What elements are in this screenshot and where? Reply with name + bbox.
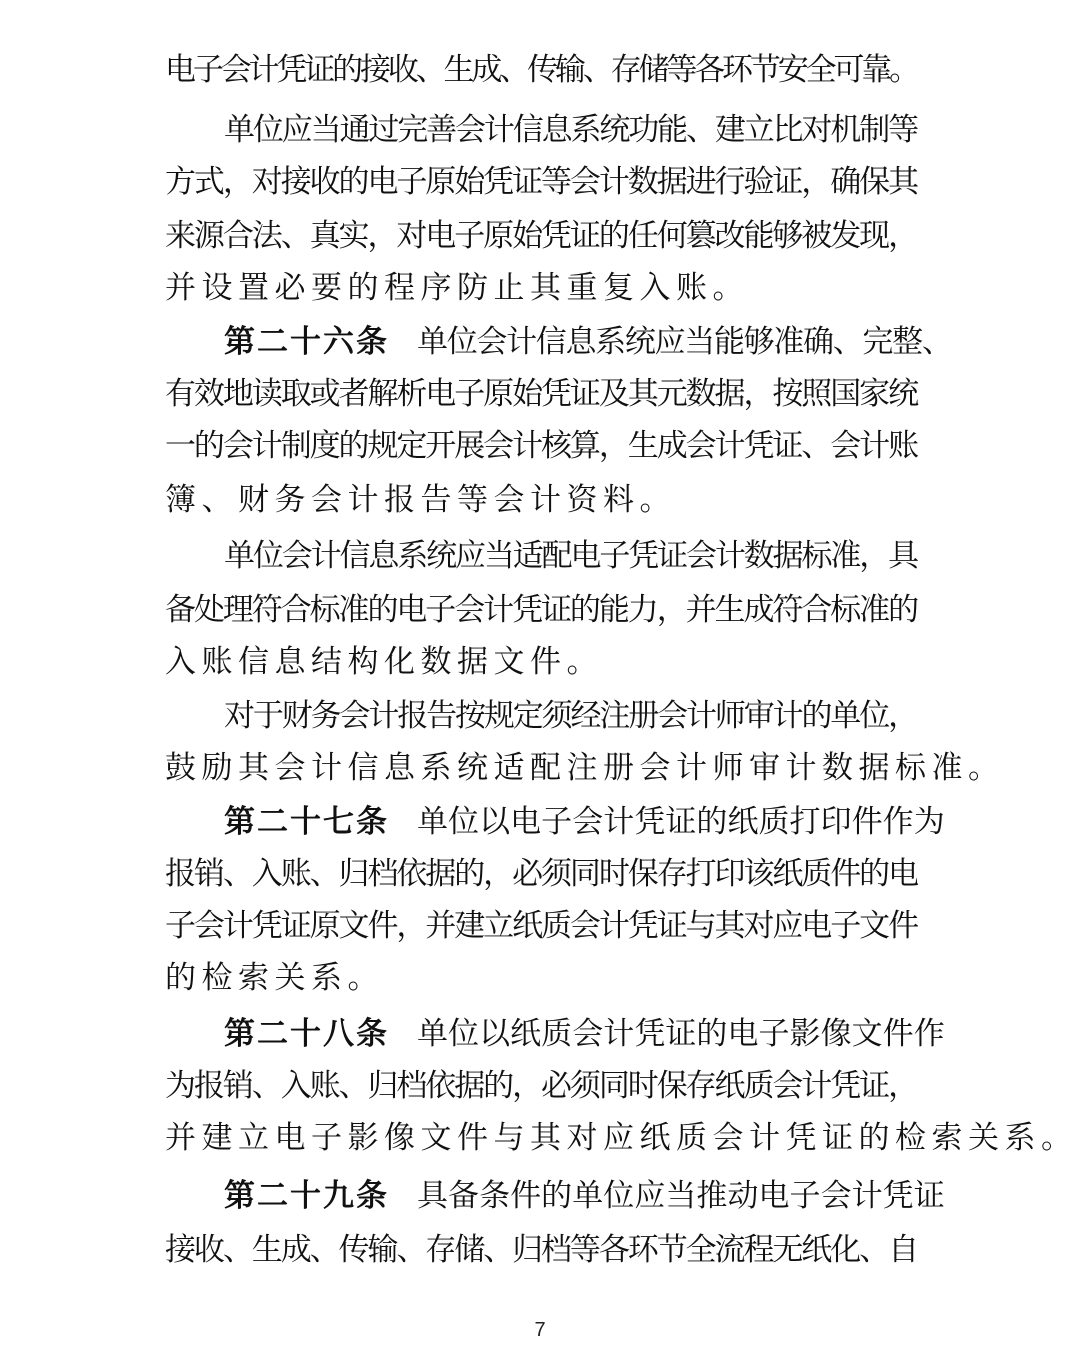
line-text: 方式，对接收的电子原始凭证等会计数据进行验证，确保其 <box>165 164 917 200</box>
text-line <box>165 952 917 1004</box>
text-line <box>165 420 917 472</box>
line-text: 单位会计信息系统应当适配电子凭证会计数据标准，具 <box>224 538 917 574</box>
text-line <box>165 584 917 636</box>
text-line <box>165 1112 1078 1164</box>
text-line <box>165 742 1005 794</box>
line-text: 有效地读取或者解析电子原始凭证及其元数据，按照国家统 <box>165 376 917 412</box>
text-line <box>224 1008 945 1060</box>
line-text: 接收、生成、传输、存储、归档等各环节全流程无纸化、自 <box>165 1232 917 1268</box>
text-line <box>165 900 917 952</box>
text-line <box>165 368 917 420</box>
line-text: 单位以电子会计凭证的纸质打印件作为 <box>417 804 945 840</box>
article-number: 第二十八条 <box>224 1016 389 1052</box>
line-text: 具备条件的单位应当推动电子会计凭证 <box>417 1178 945 1214</box>
line-text: 报销、入账、归档依据的，必须同时保存打印该纸质件的电 <box>165 856 917 892</box>
text-line <box>224 796 945 848</box>
line-text: 一的会计制度的规定开展会计核算，生成会计凭证、会计账 <box>165 428 917 464</box>
article-number: 第二十九条 <box>224 1178 389 1214</box>
line-text: 来源合法、真实，对电子原始凭证的任何篡改能够被发现， <box>165 218 917 254</box>
text-line <box>165 1060 917 1112</box>
line-text: 单位以纸质会计凭证的电子影像文件作 <box>417 1016 945 1052</box>
text-line <box>165 156 917 208</box>
line-text: 并设置必要的程序防止其重复入账。 <box>165 270 749 306</box>
text-line <box>224 316 952 368</box>
line-text: 对于财务会计报告按规定须经注册会计师审计的单位， <box>224 698 917 734</box>
text-line <box>165 44 917 96</box>
line-text: 簿、财务会计报告等会计资料。 <box>165 482 676 518</box>
text-line <box>165 210 917 262</box>
text-line <box>165 262 917 314</box>
line-text: 鼓励其会计信息系统适配注册会计师审计数据标准。 <box>165 750 1005 786</box>
text-line <box>224 104 917 156</box>
text-line <box>165 848 917 900</box>
text-line <box>224 1170 945 1222</box>
line-text: 备处理符合标准的电子会计凭证的能力，并生成符合标准的 <box>165 592 917 628</box>
text-line <box>224 530 917 582</box>
page-number: 7 <box>534 1319 546 1341</box>
article-number: 第二十六条 <box>224 324 389 360</box>
text-line <box>165 636 917 688</box>
line-text: 的检索关系。 <box>165 960 384 996</box>
line-text: 为报销、入账、归档依据的，必须同时保存纸质会计凭证， <box>165 1068 917 1104</box>
text-line <box>224 690 917 742</box>
text-line <box>165 474 917 526</box>
line-text: 单位会计信息系统应当能够准确、完整、 <box>417 324 952 360</box>
article-number: 第二十七条 <box>224 804 389 840</box>
text-line <box>165 1224 917 1276</box>
line-text: 子会计凭证原文件，并建立纸质会计凭证与其对应电子文件 <box>165 908 917 944</box>
line-text: 电子会计凭证的接收、生成、传输、存储等各环节安全可靠。 <box>165 52 917 88</box>
line-text: 并建立电子影像文件与其对应纸质会计凭证的检索关系。 <box>165 1120 1078 1156</box>
line-text: 入账信息结构化数据文件。 <box>165 644 603 680</box>
line-text: 单位应当通过完善会计信息系统功能、建立比对机制等 <box>224 112 917 148</box>
